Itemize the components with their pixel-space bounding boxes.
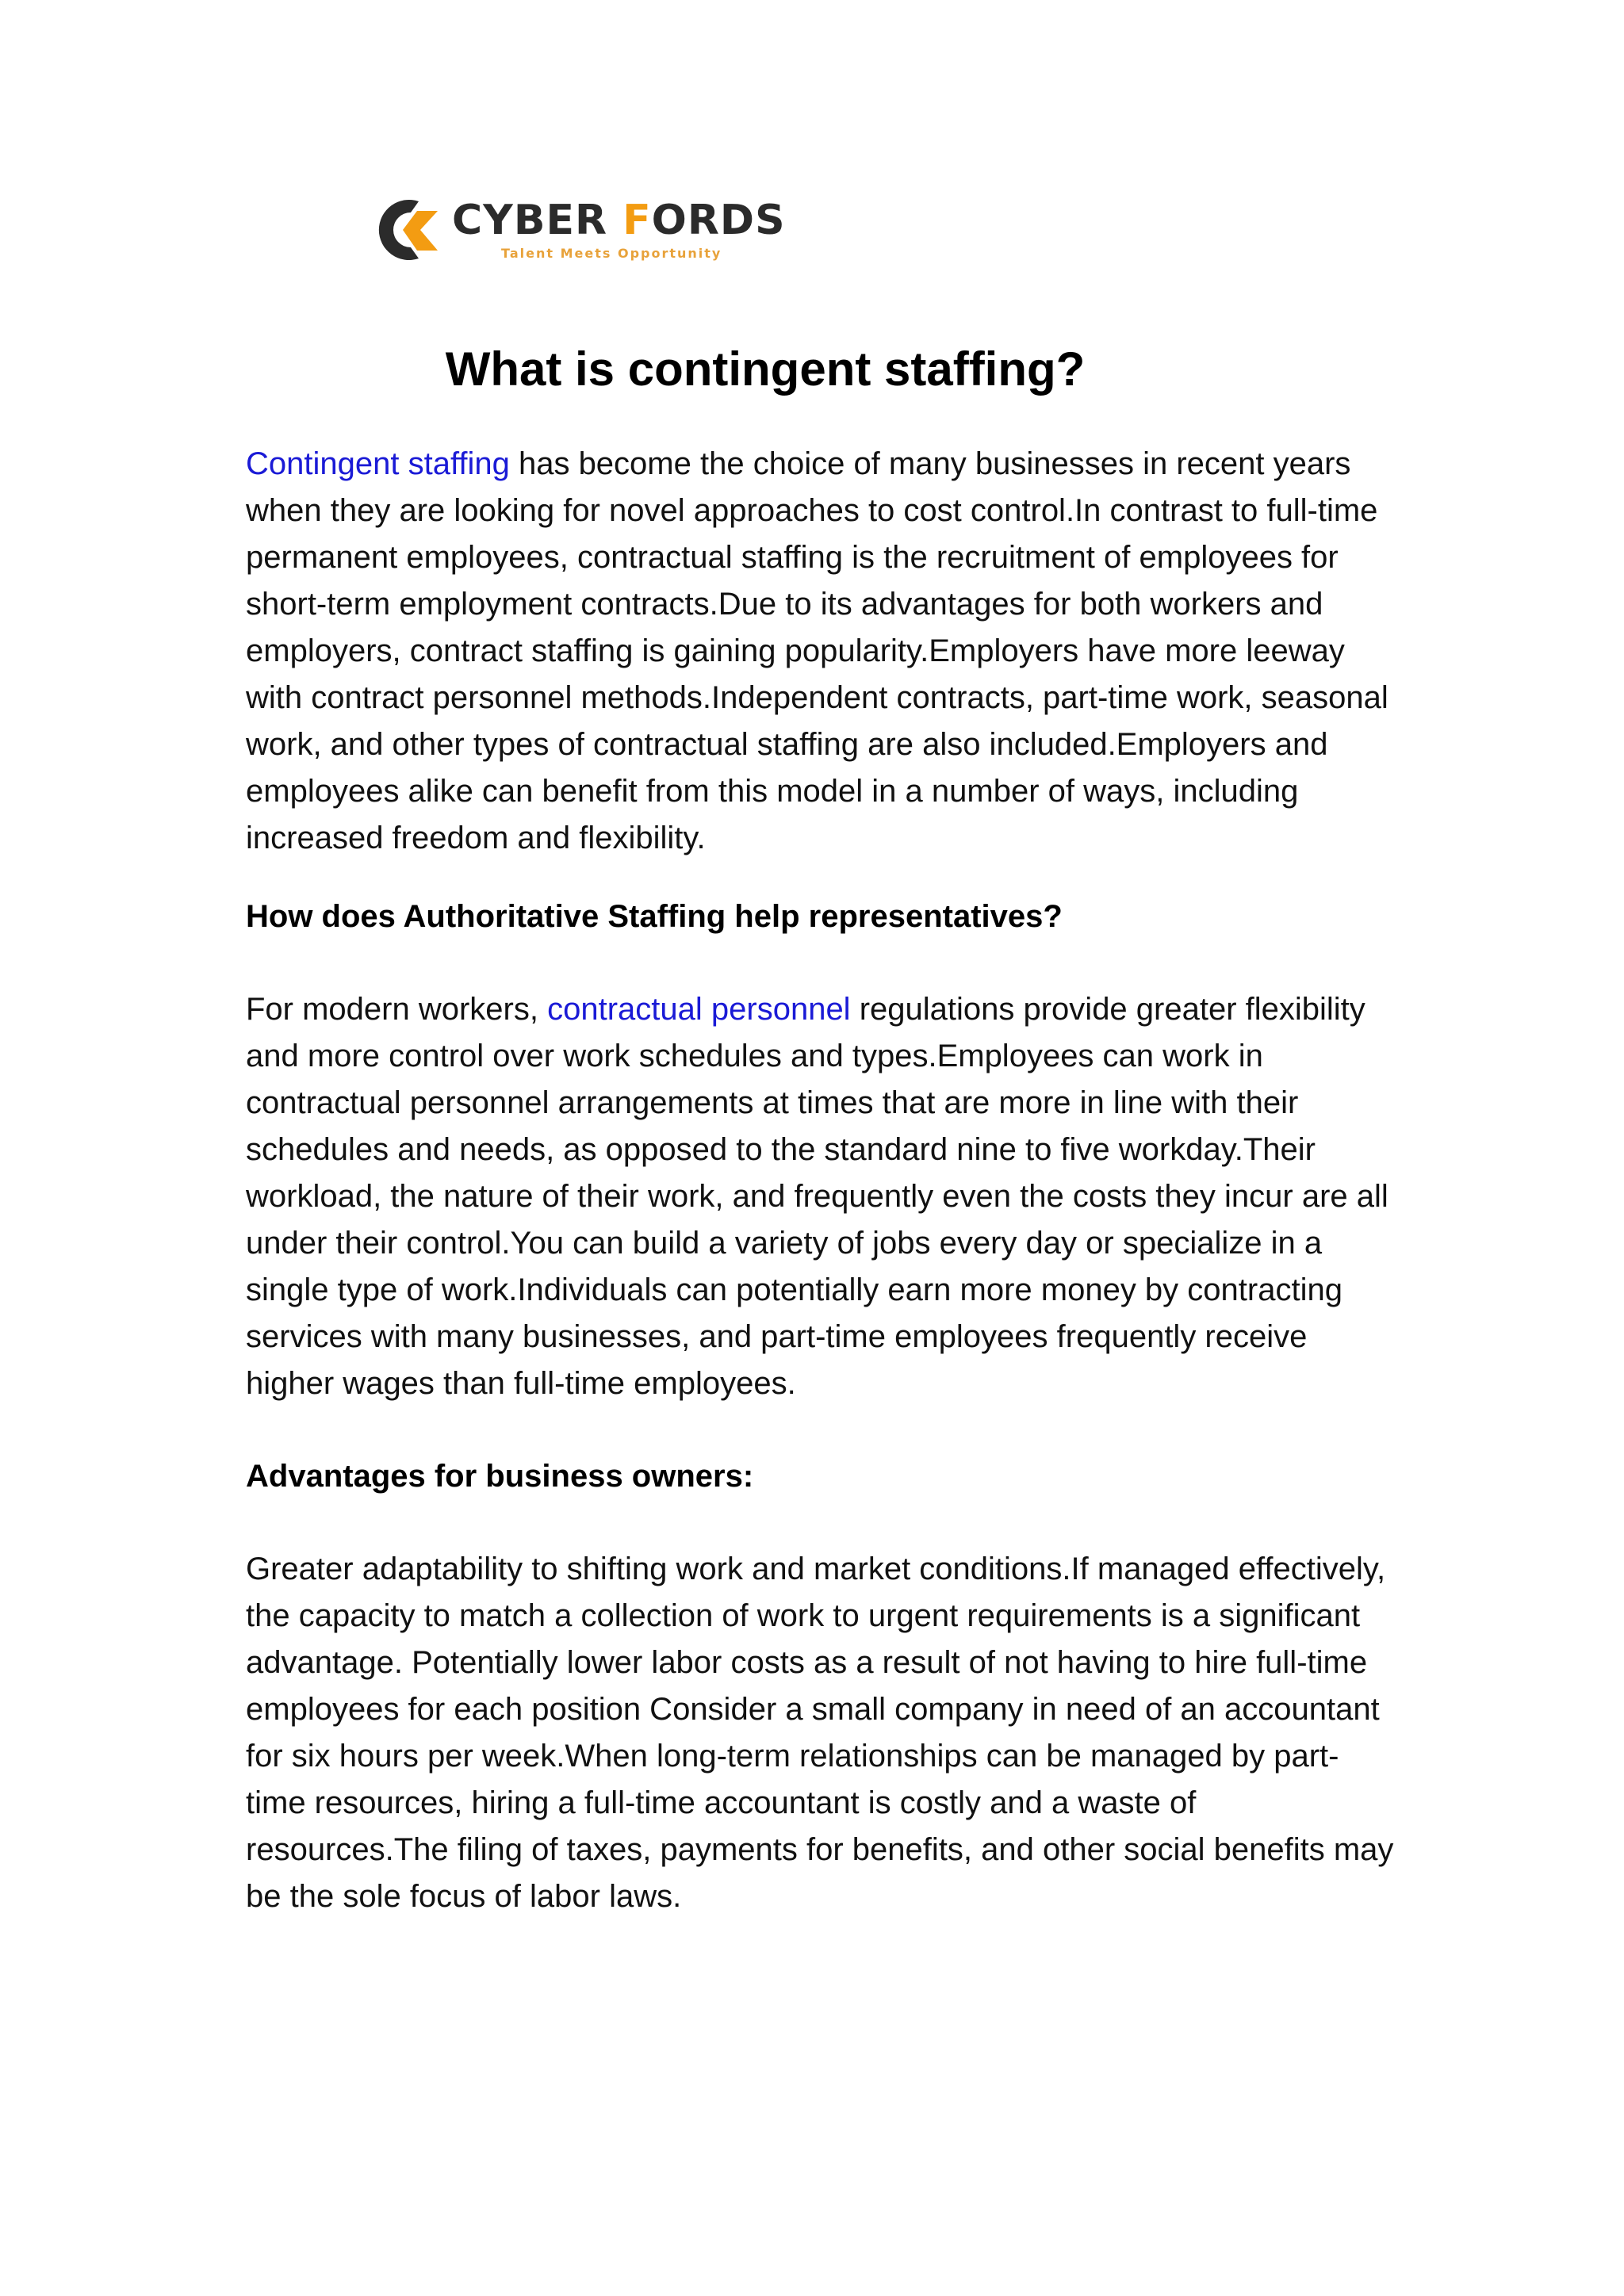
company-logo — [371, 190, 786, 270]
contingent-staffing-link[interactable]: Contingent staffing — [246, 446, 510, 481]
contractual-personnel-link[interactable]: contractual personnel — [547, 992, 851, 1027]
article-body — [246, 441, 1396, 1920]
cyber-fords-logo-icon — [371, 190, 444, 270]
logo-text — [452, 196, 786, 261]
representatives-paragraph: For modern workers, contractual personnel regulations provide greater flexibility and more control over work schedules and types.Employees can work in contractual personnel arrangements at times that are more in line with their schedules and needs, as opposed to the standard nine to five workday.Their workload, the nature of their work, and frequently even the costs they incur are all under their control.You can build a variety of jobs every day or specialize in a single type of work.Individuals can potentially earn more money by contracting services with many businesses, and part-time employees frequently receive higher wages than full-time employees. — [246, 992, 1388, 1401]
logo-tagline: Talent Meets Opportunity — [501, 245, 722, 261]
logo-wordmark: CYBER FORDS — [452, 196, 786, 244]
section-heading-business-owners: Advantages for business owners: — [246, 1459, 754, 1494]
page-title: What is contingent staffing? — [445, 342, 1086, 396]
intro-paragraph: Contingent staffing has become the choice of many businesses in recent years when they are looking for novel approaches to cost control.In contrast to full-time permanent employees, contractual staffing is the recruitment of employees for short-term employment contracts.Due to its advantages for both workers and employers, contract staffing is gaining popularity.Employers have more leeway with contract personnel methods.Independent contracts, part-time work, seasonal work, and other types of contractual staffing are also included.Employers and employees alike can benefit from this model in a number of ways, including increased freedom and flexibility. — [246, 446, 1388, 855]
section-heading-representatives: How does Authoritative Staffing help representatives? — [246, 899, 1063, 934]
business-owners-paragraph: Greater adaptability to shifting work and market conditions.If managed effectively, the capacity to match a collection of work to urgent requirements is a significant advantage. Potentially lower labor costs as a result of not having to hire full-time employees for each position Consider a small company in need of an accountant for six hours per week.When long-term relationships can be managed by part-time resources, hiring a full-time accountant is costly and a waste of resources.The filing of taxes, payments for benefits, and other social benefits may be the sole focus of labor laws. — [246, 1552, 1394, 1914]
